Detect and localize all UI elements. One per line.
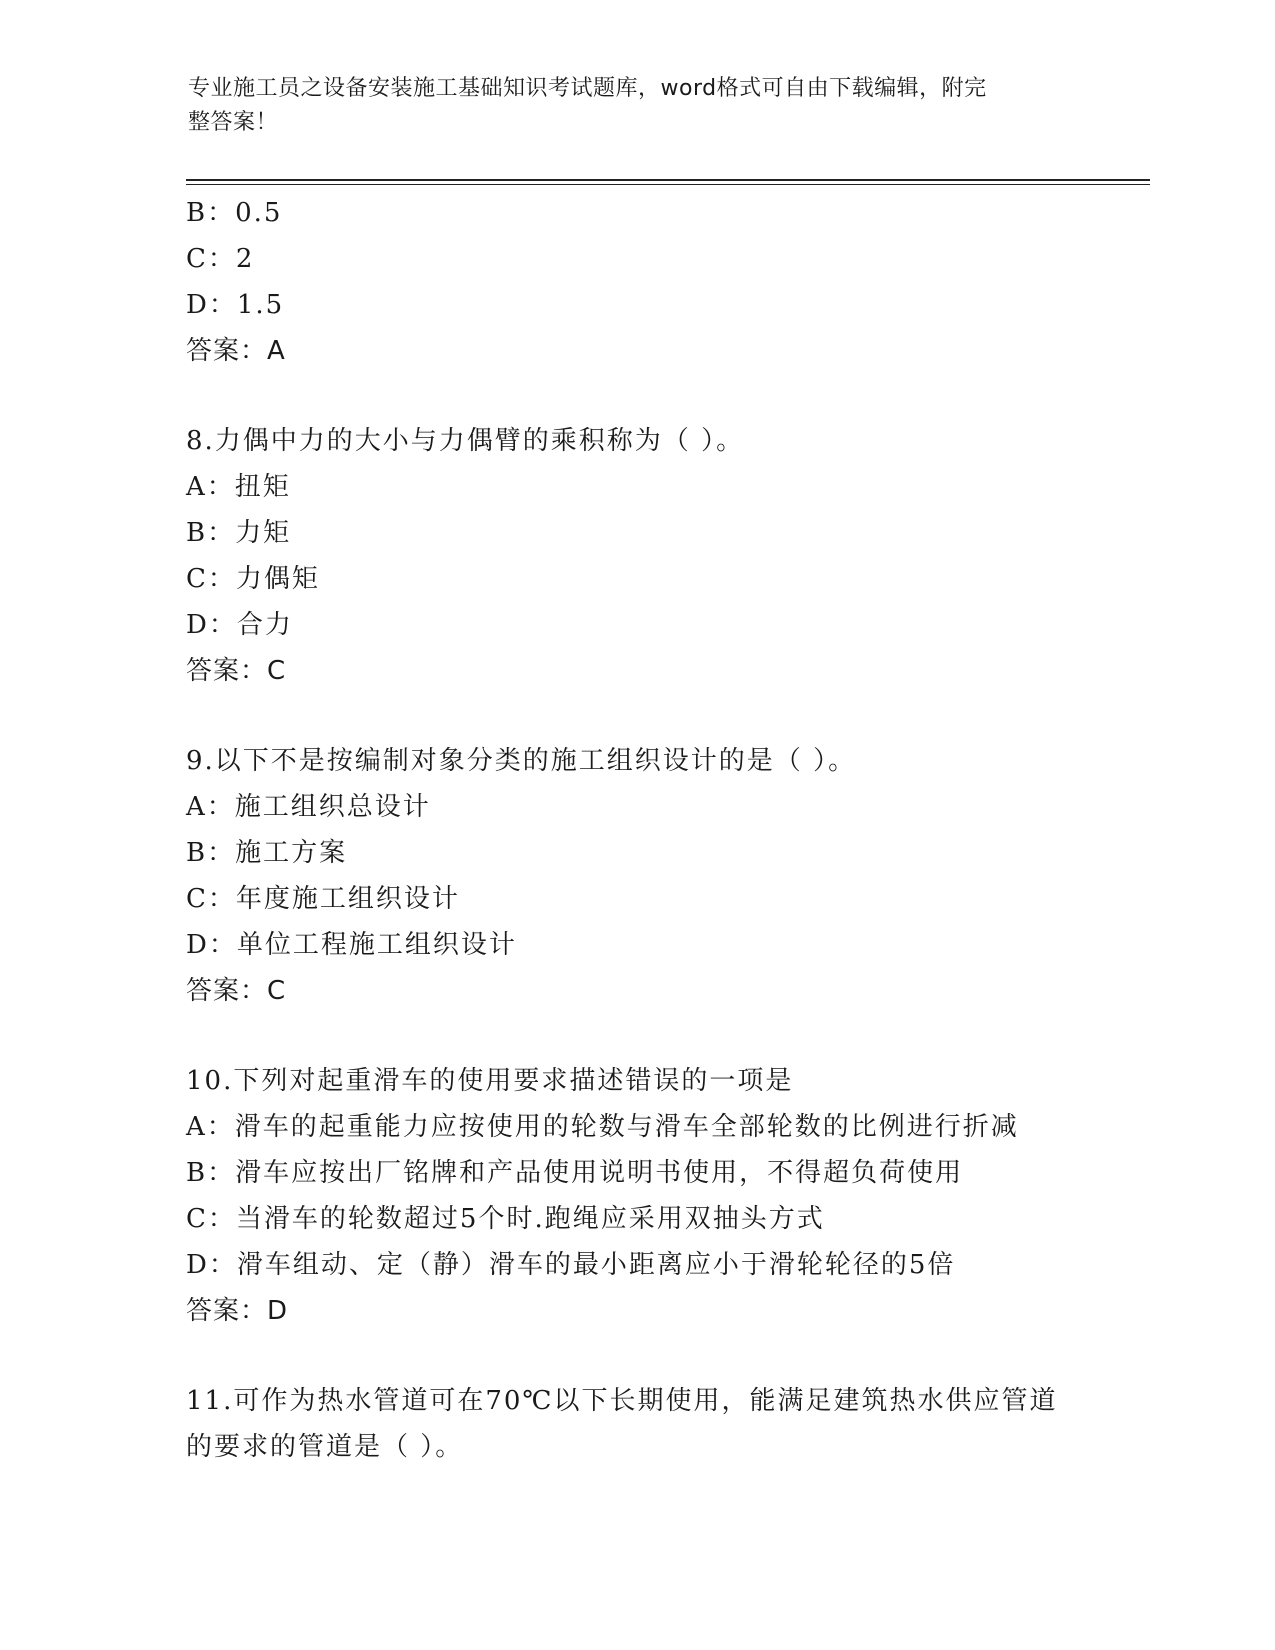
answer-label: 答案：C	[186, 656, 287, 686]
option-c: C：当滑车的轮数超过5个时.跑绳应采用双抽头方式	[186, 1204, 825, 1234]
option-d: D：合力	[186, 610, 293, 640]
header-line-1: 专业施工员之设备安装施工基础知识考试题库，word格式可自由下载编辑，附完	[188, 76, 987, 101]
option-a: A：滑车的起重能力应按使用的轮数与滑车全部轮数的比例进行折减	[186, 1112, 1019, 1142]
question-11	[186, 1378, 1086, 1470]
question-8	[186, 418, 1086, 694]
question-content	[186, 190, 1086, 1470]
question-stem-line-1: 11.可作为热水管道可在70℃以下长期使用，能满足建筑热水供应管道	[186, 1386, 1058, 1416]
answer-label: 答案：C	[186, 976, 287, 1006]
option-b: B：滑车应按出厂铭牌和产品使用说明书使用，不得超负荷使用	[186, 1158, 964, 1188]
option-b: B：施工方案	[186, 838, 348, 868]
option-c: C：年度施工组织设计	[186, 884, 460, 914]
option-a: A：扭矩	[186, 472, 291, 502]
option-c: C：2	[186, 244, 255, 274]
question-7-tail	[186, 190, 1086, 374]
option-d: D：滑车组动、定（静）滑车的最小距离应小于滑轮轮径的5倍	[186, 1250, 956, 1280]
option-b: B：0.5	[186, 198, 283, 228]
option-d: D：1.5	[186, 290, 285, 320]
question-stem-line-2: 的要求的管道是（ ）。	[186, 1432, 464, 1462]
question-stem: 10.下列对起重滑车的使用要求描述错误的一项是	[186, 1066, 794, 1096]
option-c: C：力偶矩	[186, 564, 320, 594]
document-header	[188, 72, 1068, 140]
header-divider-thick	[186, 179, 1150, 181]
question-stem: 9.以下不是按编制对象分类的施工组织设计的是（ ）。	[186, 746, 857, 776]
header-divider-thin	[186, 184, 1150, 185]
question-9	[186, 738, 1086, 1014]
question-stem: 8.力偶中力的大小与力偶臂的乘积称为（ ）。	[186, 426, 745, 456]
option-b: B：力矩	[186, 518, 292, 548]
header-line-2: 整答案！	[188, 110, 279, 135]
option-a: A：施工组织总设计	[186, 792, 431, 822]
answer-label: 答案：D	[186, 1296, 289, 1326]
question-10	[186, 1058, 1086, 1334]
answer-label: 答案：A	[186, 336, 286, 366]
option-d: D：单位工程施工组织设计	[186, 930, 517, 960]
